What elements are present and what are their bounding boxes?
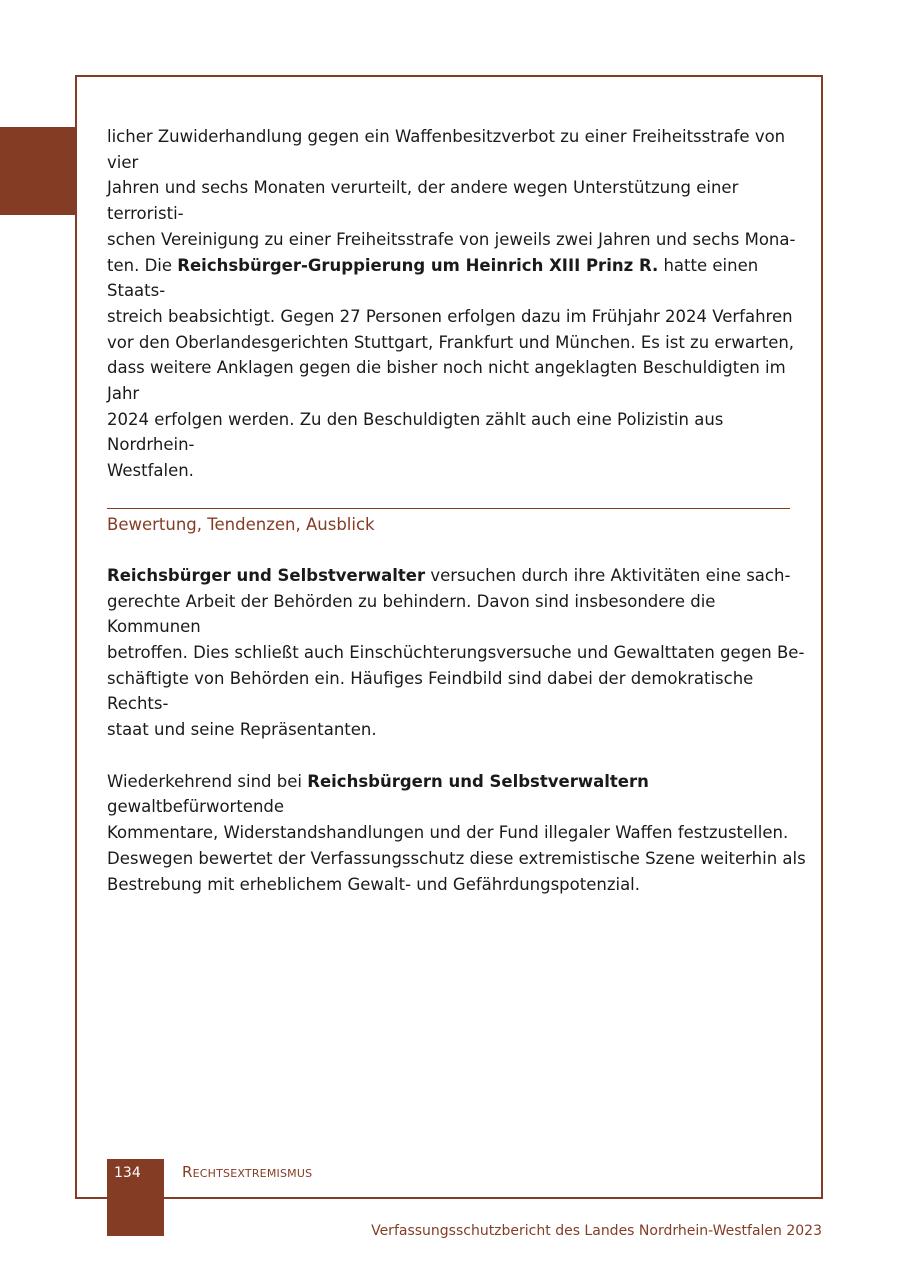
text-segment: Kommentare, Widerstandshandlungen und der Fund illegaler Waffen festzustellen. (107, 823, 789, 843)
side-color-tab (0, 127, 76, 215)
text-segment: staat und seine Repräsentanten. (107, 720, 377, 740)
text-line (107, 253, 807, 304)
bold-text: Reichsbürgern und Selbstverwaltern (307, 771, 649, 791)
section-heading: Bewertung, Tendenzen, Ausblick (107, 514, 375, 534)
text-segment: gewaltbefürwortende (107, 797, 285, 817)
chapter-title: Rechtsextremismus (182, 1163, 313, 1181)
assessment-paragraph-1 (107, 563, 807, 743)
text-segment: schäftigte von Behörden ein. Häufiges Feindbild sind dabei der demokratische Rechts- (107, 668, 754, 714)
text-line (107, 589, 807, 640)
text-line (107, 458, 807, 484)
text-segment: betroffen. Dies schließt auch Einschüchterungsversuche und Gewalttaten gegen Be- (107, 642, 805, 662)
text-segment: licher Zuwiderhandlung gegen ein Waffenbesitzverbot zu einer Freiheitsstrafe von vier (107, 127, 786, 172)
publication-title: Verfassungsschutzbericht des Landes Nordrhein-Westfalen 2023 (371, 1223, 822, 1239)
text-line (107, 846, 807, 872)
text-line (107, 769, 807, 820)
text-line (107, 717, 807, 743)
main-content (107, 124, 807, 897)
text-line (107, 330, 807, 356)
intro-paragraph (107, 124, 807, 484)
bold-text: Reichsbürger-Gruppierung um Heinrich XIII Prinz R. (177, 255, 659, 275)
text-line (107, 304, 807, 330)
text-segment: schen Vereinigung zu einer Freiheitsstrafe von jeweils zwei Jahren und sechs Mona- (107, 229, 796, 249)
assessment-paragraph-2 (107, 769, 807, 898)
bold-text: Reichsbürger und Selbstverwalter (107, 565, 426, 585)
text-line (107, 872, 807, 898)
text-segment: dass weitere Anklagen gegen die bisher noch nicht angeklagten Beschuldigten im Jahr (107, 358, 786, 404)
section-divider (107, 508, 790, 509)
text-line (107, 666, 807, 717)
page-number: 134 (114, 1165, 141, 1181)
text-line (107, 820, 807, 846)
text-line (107, 227, 807, 253)
text-segment: Westfalen. (107, 461, 194, 481)
text-segment: gerechte Arbeit der Behörden zu behindern. Davon sind insbesondere die Kommunen (107, 591, 716, 637)
text-segment: Bestrebung mit erheblichem Gewalt- und Gefährdungspotenzial. (107, 874, 641, 894)
text-segment: ten. Die (107, 255, 178, 275)
text-segment: hatte einen Staats- (107, 255, 759, 301)
text-segment: vor den Oberlandesgerichten Stuttgart, Frankfurt und München. Es ist zu erwarten, (107, 332, 795, 352)
text-line (107, 640, 807, 666)
text-segment: Wiederkehrend sind bei (107, 771, 308, 791)
text-line (107, 124, 807, 175)
text-segment: Jahren und sechs Monaten verurteilt, der andere wegen Unterstützung einer terroristi- (107, 178, 739, 224)
text-line (107, 407, 807, 458)
text-line (107, 175, 807, 226)
text-line (107, 563, 807, 589)
text-segment: 2024 erfolgen werden. Zu den Beschuldigten zählt auch eine Polizistin aus Nordrhein- (107, 409, 724, 455)
text-segment: streich beabsichtigt. Gegen 27 Personen erfolgen dazu im Frühjahr 2024 Verfahren (107, 306, 793, 326)
text-line (107, 355, 807, 406)
text-segment: Deswegen bewertet der Verfassungsschutz diese extremistische Szene weiterhin als (107, 848, 806, 868)
text-segment: versuchen durch ihre Aktivitäten eine sach- (425, 565, 791, 585)
